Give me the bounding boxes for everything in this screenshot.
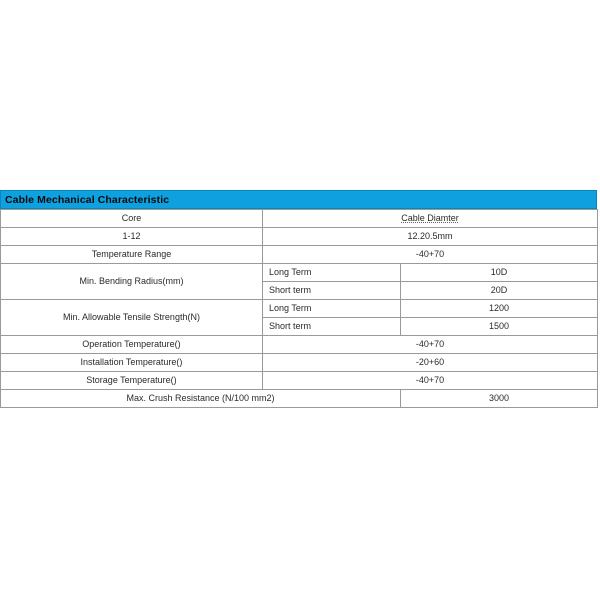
bending-label: Min. Bending Radius(mm): [1, 264, 263, 300]
table-row: [1, 300, 598, 318]
table-row: [1, 390, 598, 408]
table-title: Cable Mechanical Characteristic: [5, 193, 170, 206]
storage-value: -40+70: [263, 372, 598, 390]
operation-label: Operation Temperature(): [1, 336, 263, 354]
spec-sheet: [0, 190, 597, 408]
bending-long-label: Long Term: [263, 264, 401, 282]
installation-label: Installation Temperature(): [1, 354, 263, 372]
crush-value: 3000: [401, 390, 598, 408]
bending-short-value: 20D: [401, 282, 598, 300]
bending-short-label: Short term: [263, 282, 401, 300]
temp-range-value: -40+70: [263, 246, 598, 264]
crush-label: Max. Crush Resistance (N/100 mm2): [1, 390, 401, 408]
table-row: [1, 354, 598, 372]
bending-long-value: 10D: [401, 264, 598, 282]
count-label: 1-12: [1, 228, 263, 246]
tensile-label: Min. Allowable Tensile Strength(N): [1, 300, 263, 336]
tensile-short-value: 1500: [401, 318, 598, 336]
table-title-bar: [0, 190, 597, 209]
storage-label: Storage Temperature(): [1, 372, 263, 390]
core-label: Core: [1, 210, 263, 228]
cable-mechanical-table: [0, 209, 598, 408]
table-row: [1, 228, 598, 246]
tensile-long-label: Long Term: [263, 300, 401, 318]
core-value: [263, 210, 598, 228]
operation-value: -40+70: [263, 336, 598, 354]
table-row: [1, 210, 598, 228]
installation-value: -20+60: [263, 354, 598, 372]
table-row: [1, 246, 598, 264]
table-row: [1, 372, 598, 390]
tensile-long-value: 1200: [401, 300, 598, 318]
table-row: [1, 264, 598, 282]
count-value: 12.20.5mm: [263, 228, 598, 246]
temp-range-label: Temperature Range: [1, 246, 263, 264]
core-value-text: Cable Diamter: [401, 213, 459, 223]
tensile-short-label: Short term: [263, 318, 401, 336]
table-row: [1, 336, 598, 354]
